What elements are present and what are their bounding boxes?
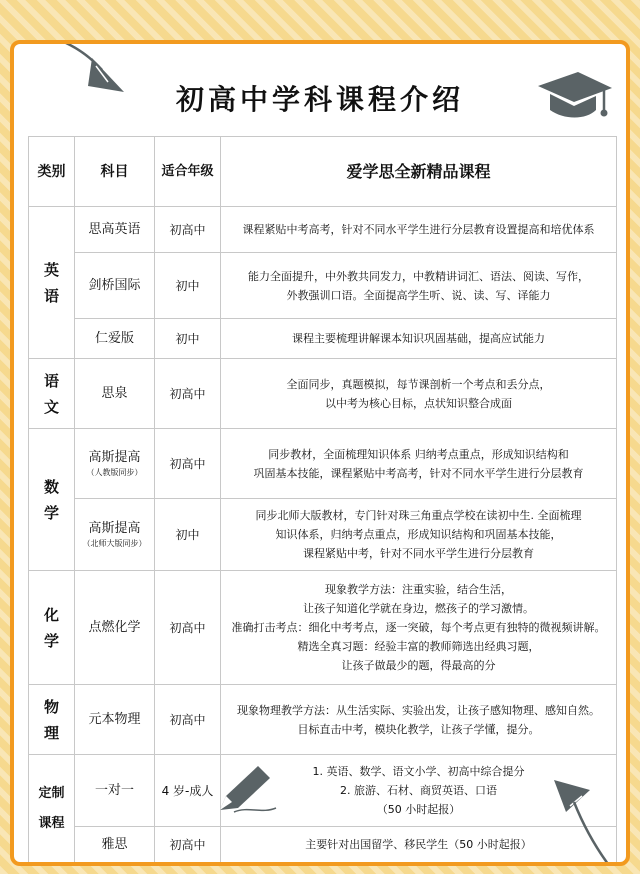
- category-math: 数 学: [29, 429, 75, 571]
- pencil-icon: [212, 760, 282, 820]
- grade-cell: 初中: [155, 319, 221, 359]
- subject-cell: 仁爱版: [75, 319, 155, 359]
- description-cell: 同步教材，全面梳理知识体系 归纳考点重点，形成知识结构和 巩固基本技能，课程紧贴中考高考，针对不同水平学生进行分层教育: [221, 429, 617, 499]
- category-english: 英 语: [29, 207, 75, 359]
- table-row: [29, 685, 617, 755]
- description-cell: 现象物理教学方法：从生活实际、实验出发，让孩子感知物理、感知自然。 目标直击中考，模块化教学，让孩子学懂，提分。: [221, 685, 617, 755]
- description-cell: 主要针对出国留学、移民学生（50 小时起报）: [221, 827, 617, 863]
- page-title: 初高中学科课程介绍: [175, 83, 464, 116]
- subject-cell: 剑桥国际: [75, 253, 155, 319]
- arrow-icon: [534, 772, 614, 866]
- description-cell: 同步北师大版教材，专门针对珠三角重点学校在读初中生. 全面梳理 知识体系，归纳考点重点，形成知识结构和巩固基本技能， 课程紧贴中考，针对不同水平学生进行分层教育: [221, 499, 617, 571]
- subject-cell: 元本物理: [75, 685, 155, 755]
- table-row: [29, 571, 617, 685]
- course-table: [28, 136, 617, 863]
- subject-cell: 思泉: [75, 359, 155, 429]
- description-cell: 课程主要梳理讲解课本知识巩固基础，提高应试能力: [221, 319, 617, 359]
- grade-cell: 初高中: [155, 359, 221, 429]
- description-cell: 课程紧贴中考高考，针对不同水平学生进行分层教育设置提高和培优体系: [221, 207, 617, 253]
- category-custom: 定制 课程: [29, 755, 75, 863]
- grade-cell: 初高中: [155, 685, 221, 755]
- header-row: [29, 137, 617, 207]
- grade-cell: 初高中: [155, 207, 221, 253]
- subject-cell: 高斯提高 （人教版同步）: [75, 429, 155, 499]
- grade-cell: 初高中: [155, 827, 221, 863]
- category-physics: 物 理: [29, 685, 75, 755]
- grade-cell: 初中: [155, 499, 221, 571]
- category-chinese: 语 文: [29, 359, 75, 429]
- subject-cell: 一对一: [75, 755, 155, 827]
- table-row: [29, 429, 617, 499]
- table-row: [29, 207, 617, 253]
- subject-cell: 思高英语: [75, 207, 155, 253]
- table-row: [29, 253, 617, 319]
- graduation-cap-icon: [534, 66, 614, 126]
- table-row: [29, 499, 617, 571]
- description-cell: 1. 英语、数学、语文小学、初高中综合提分 2. 旅游、石材、商贸英语、口语 （50 小时起报）: [221, 755, 617, 827]
- table-row: [29, 755, 617, 827]
- subject-cell: 点燃化学: [75, 571, 155, 685]
- grade-cell: 4 岁-成人: [155, 755, 221, 827]
- subject-cell: 雅思: [75, 827, 155, 863]
- grade-cell: 初中: [155, 253, 221, 319]
- description-cell: 现象教学方法：注重实验，结合生活， 让孩子知道化学就在身边，燃孩子的学习激情。 准确打击考点：细化中考考点，逐一突破，每个考点更有独特的微视频讲解。 精选全真习题：经验丰富的教师筛选出经典习题， 让孩子做最少的题，得最高的分: [221, 571, 617, 685]
- description-cell: 能力全面提升，中外教共同发力，中教精讲词汇、语法、阅读、写作， 外教强训口语。全面提高学生听、说、读、写、译能力: [221, 253, 617, 319]
- table-row: [29, 319, 617, 359]
- header-course: 爱学思全新精品课程: [221, 137, 617, 207]
- header-grade: 适合年级: [155, 137, 221, 207]
- category-chemistry: 化 学: [29, 571, 75, 685]
- grade-cell: 初高中: [155, 429, 221, 499]
- course-card: [10, 40, 630, 866]
- header-category: 类别: [29, 137, 75, 207]
- grade-cell: 初高中: [155, 571, 221, 685]
- description-cell: 全面同步，真题模拟，每节课剖析一个考点和丢分点， 以中考为核心目标，点状知识整合成面: [221, 359, 617, 429]
- header-subject: 科目: [75, 137, 155, 207]
- table-row: [29, 827, 617, 863]
- table-row: [29, 359, 617, 429]
- subject-cell: 高斯提高 （北师大版同步）: [75, 499, 155, 571]
